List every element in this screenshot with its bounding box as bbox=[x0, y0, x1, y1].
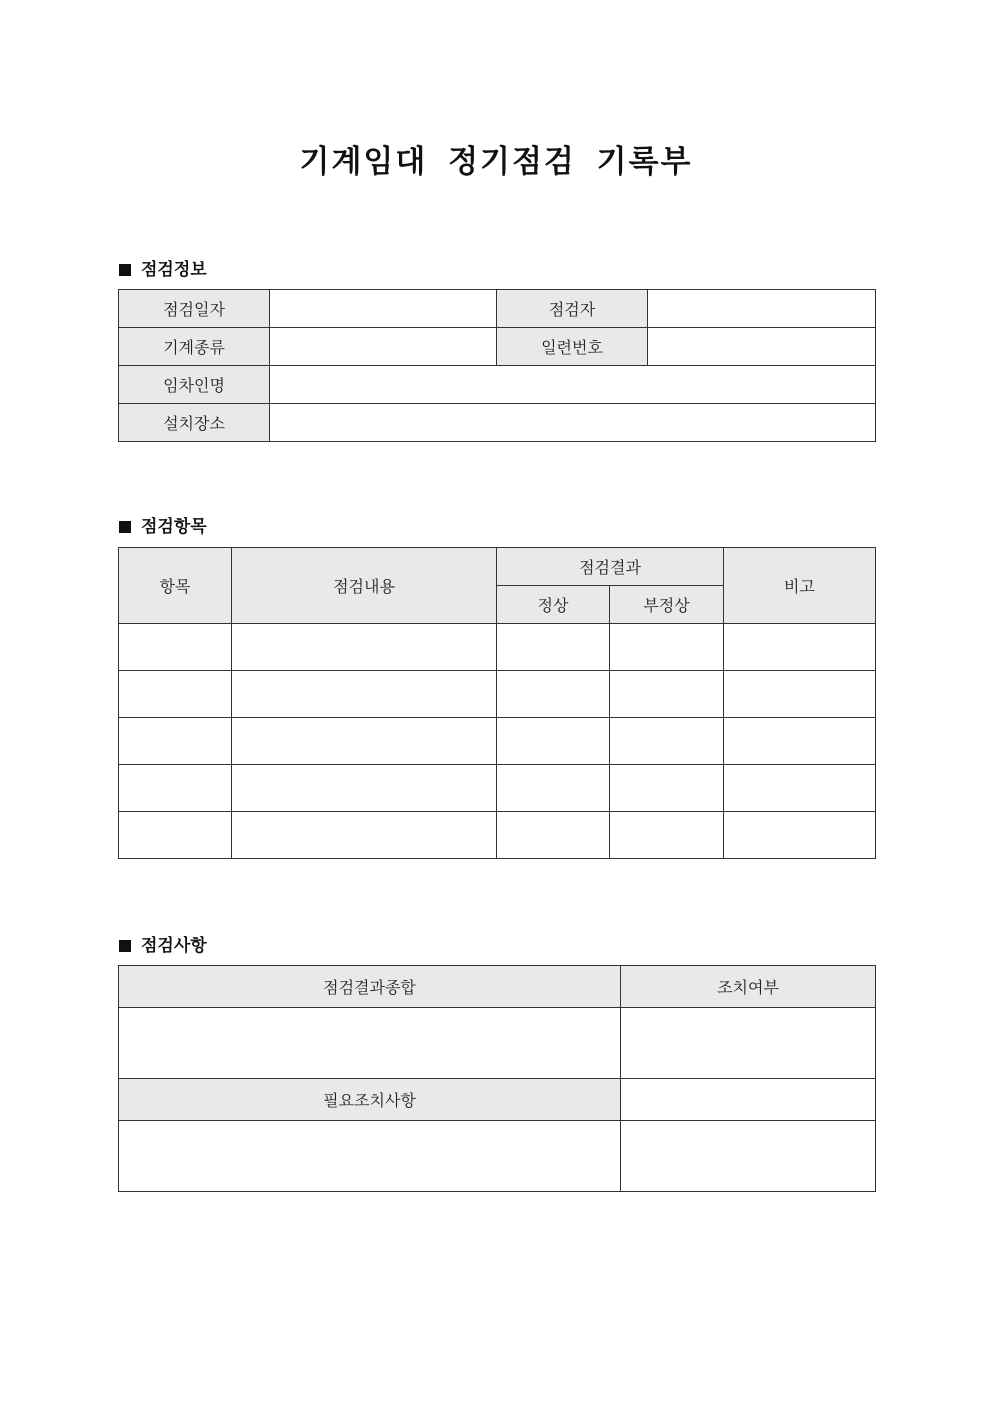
header-remarks: 비고 bbox=[724, 548, 876, 624]
info-row-lessee bbox=[119, 366, 876, 404]
header-abnormal: 부정상 bbox=[610, 586, 724, 624]
section-heading-info-text: 점검정보 bbox=[141, 260, 207, 280]
cell-normal[interactable] bbox=[497, 671, 610, 718]
cell-content[interactable] bbox=[232, 718, 497, 765]
cell-item[interactable] bbox=[119, 671, 232, 718]
header-item: 항목 bbox=[119, 548, 232, 624]
header-result: 점검결과 bbox=[497, 548, 724, 586]
square-bullet-icon bbox=[119, 940, 131, 952]
summary-body-row bbox=[119, 1008, 876, 1079]
info-row-location bbox=[119, 404, 876, 442]
required-header-row bbox=[119, 1079, 876, 1121]
cell-abnormal[interactable] bbox=[610, 624, 724, 671]
table-row bbox=[119, 624, 876, 671]
cell-remarks[interactable] bbox=[724, 671, 876, 718]
cell-item[interactable] bbox=[119, 812, 232, 859]
cell-normal[interactable] bbox=[497, 812, 610, 859]
field-action-status-2[interactable] bbox=[621, 1079, 876, 1121]
header-normal: 정상 bbox=[497, 586, 610, 624]
field-action-status-3[interactable] bbox=[621, 1121, 876, 1192]
field-lessee[interactable] bbox=[270, 366, 876, 404]
section-heading-summary-text: 점검사항 bbox=[141, 936, 207, 956]
label-machine-type: 기계종류 bbox=[119, 328, 270, 366]
field-machine-type[interactable] bbox=[270, 328, 497, 366]
cell-remarks[interactable] bbox=[724, 718, 876, 765]
cell-remarks[interactable] bbox=[724, 765, 876, 812]
info-row-machine bbox=[119, 328, 876, 366]
header-required-actions: 필요조치사항 bbox=[119, 1079, 621, 1121]
cell-item[interactable] bbox=[119, 718, 232, 765]
table-row bbox=[119, 765, 876, 812]
header-action-status: 조치여부 bbox=[621, 966, 876, 1008]
field-location[interactable] bbox=[270, 404, 876, 442]
cell-content[interactable] bbox=[232, 812, 497, 859]
field-action-status-1[interactable] bbox=[621, 1008, 876, 1079]
cell-content[interactable] bbox=[232, 765, 497, 812]
summary-header-row bbox=[119, 966, 876, 1008]
items-table bbox=[118, 547, 876, 859]
label-location: 설치장소 bbox=[119, 404, 270, 442]
field-summary[interactable] bbox=[119, 1008, 621, 1079]
field-serial[interactable] bbox=[648, 328, 876, 366]
table-row bbox=[119, 671, 876, 718]
label-serial: 일련번호 bbox=[497, 328, 648, 366]
header-content: 점검내용 bbox=[232, 548, 497, 624]
label-date: 점검일자 bbox=[119, 290, 270, 328]
field-date[interactable] bbox=[270, 290, 497, 328]
field-inspector[interactable] bbox=[648, 290, 876, 328]
cell-remarks[interactable] bbox=[724, 812, 876, 859]
square-bullet-icon bbox=[119, 264, 131, 276]
cell-normal[interactable] bbox=[497, 624, 610, 671]
info-row-date bbox=[119, 290, 876, 328]
cell-abnormal[interactable] bbox=[610, 812, 724, 859]
table-row bbox=[119, 718, 876, 765]
cell-abnormal[interactable] bbox=[610, 765, 724, 812]
label-lessee: 임차인명 bbox=[119, 366, 270, 404]
info-table bbox=[118, 289, 876, 442]
header-summary: 점검결과종합 bbox=[119, 966, 621, 1008]
summary-table bbox=[118, 965, 876, 1192]
cell-item[interactable] bbox=[119, 765, 232, 812]
cell-abnormal[interactable] bbox=[610, 718, 724, 765]
page-title: 기계임대 정기점검 기록부 bbox=[299, 144, 693, 180]
cell-remarks[interactable] bbox=[724, 624, 876, 671]
label-inspector: 점검자 bbox=[497, 290, 648, 328]
square-bullet-icon bbox=[119, 521, 131, 533]
section-heading-items-text: 점검항목 bbox=[141, 517, 207, 537]
table-row bbox=[119, 812, 876, 859]
required-body-row bbox=[119, 1121, 876, 1192]
cell-content[interactable] bbox=[232, 671, 497, 718]
section-heading-items bbox=[119, 512, 207, 537]
items-header-row bbox=[119, 548, 876, 586]
cell-content[interactable] bbox=[232, 624, 497, 671]
cell-item[interactable] bbox=[119, 624, 232, 671]
field-required-actions[interactable] bbox=[119, 1121, 621, 1192]
cell-normal[interactable] bbox=[497, 765, 610, 812]
cell-normal[interactable] bbox=[497, 718, 610, 765]
section-heading-info bbox=[119, 255, 207, 280]
section-heading-summary bbox=[119, 931, 207, 956]
cell-abnormal[interactable] bbox=[610, 671, 724, 718]
